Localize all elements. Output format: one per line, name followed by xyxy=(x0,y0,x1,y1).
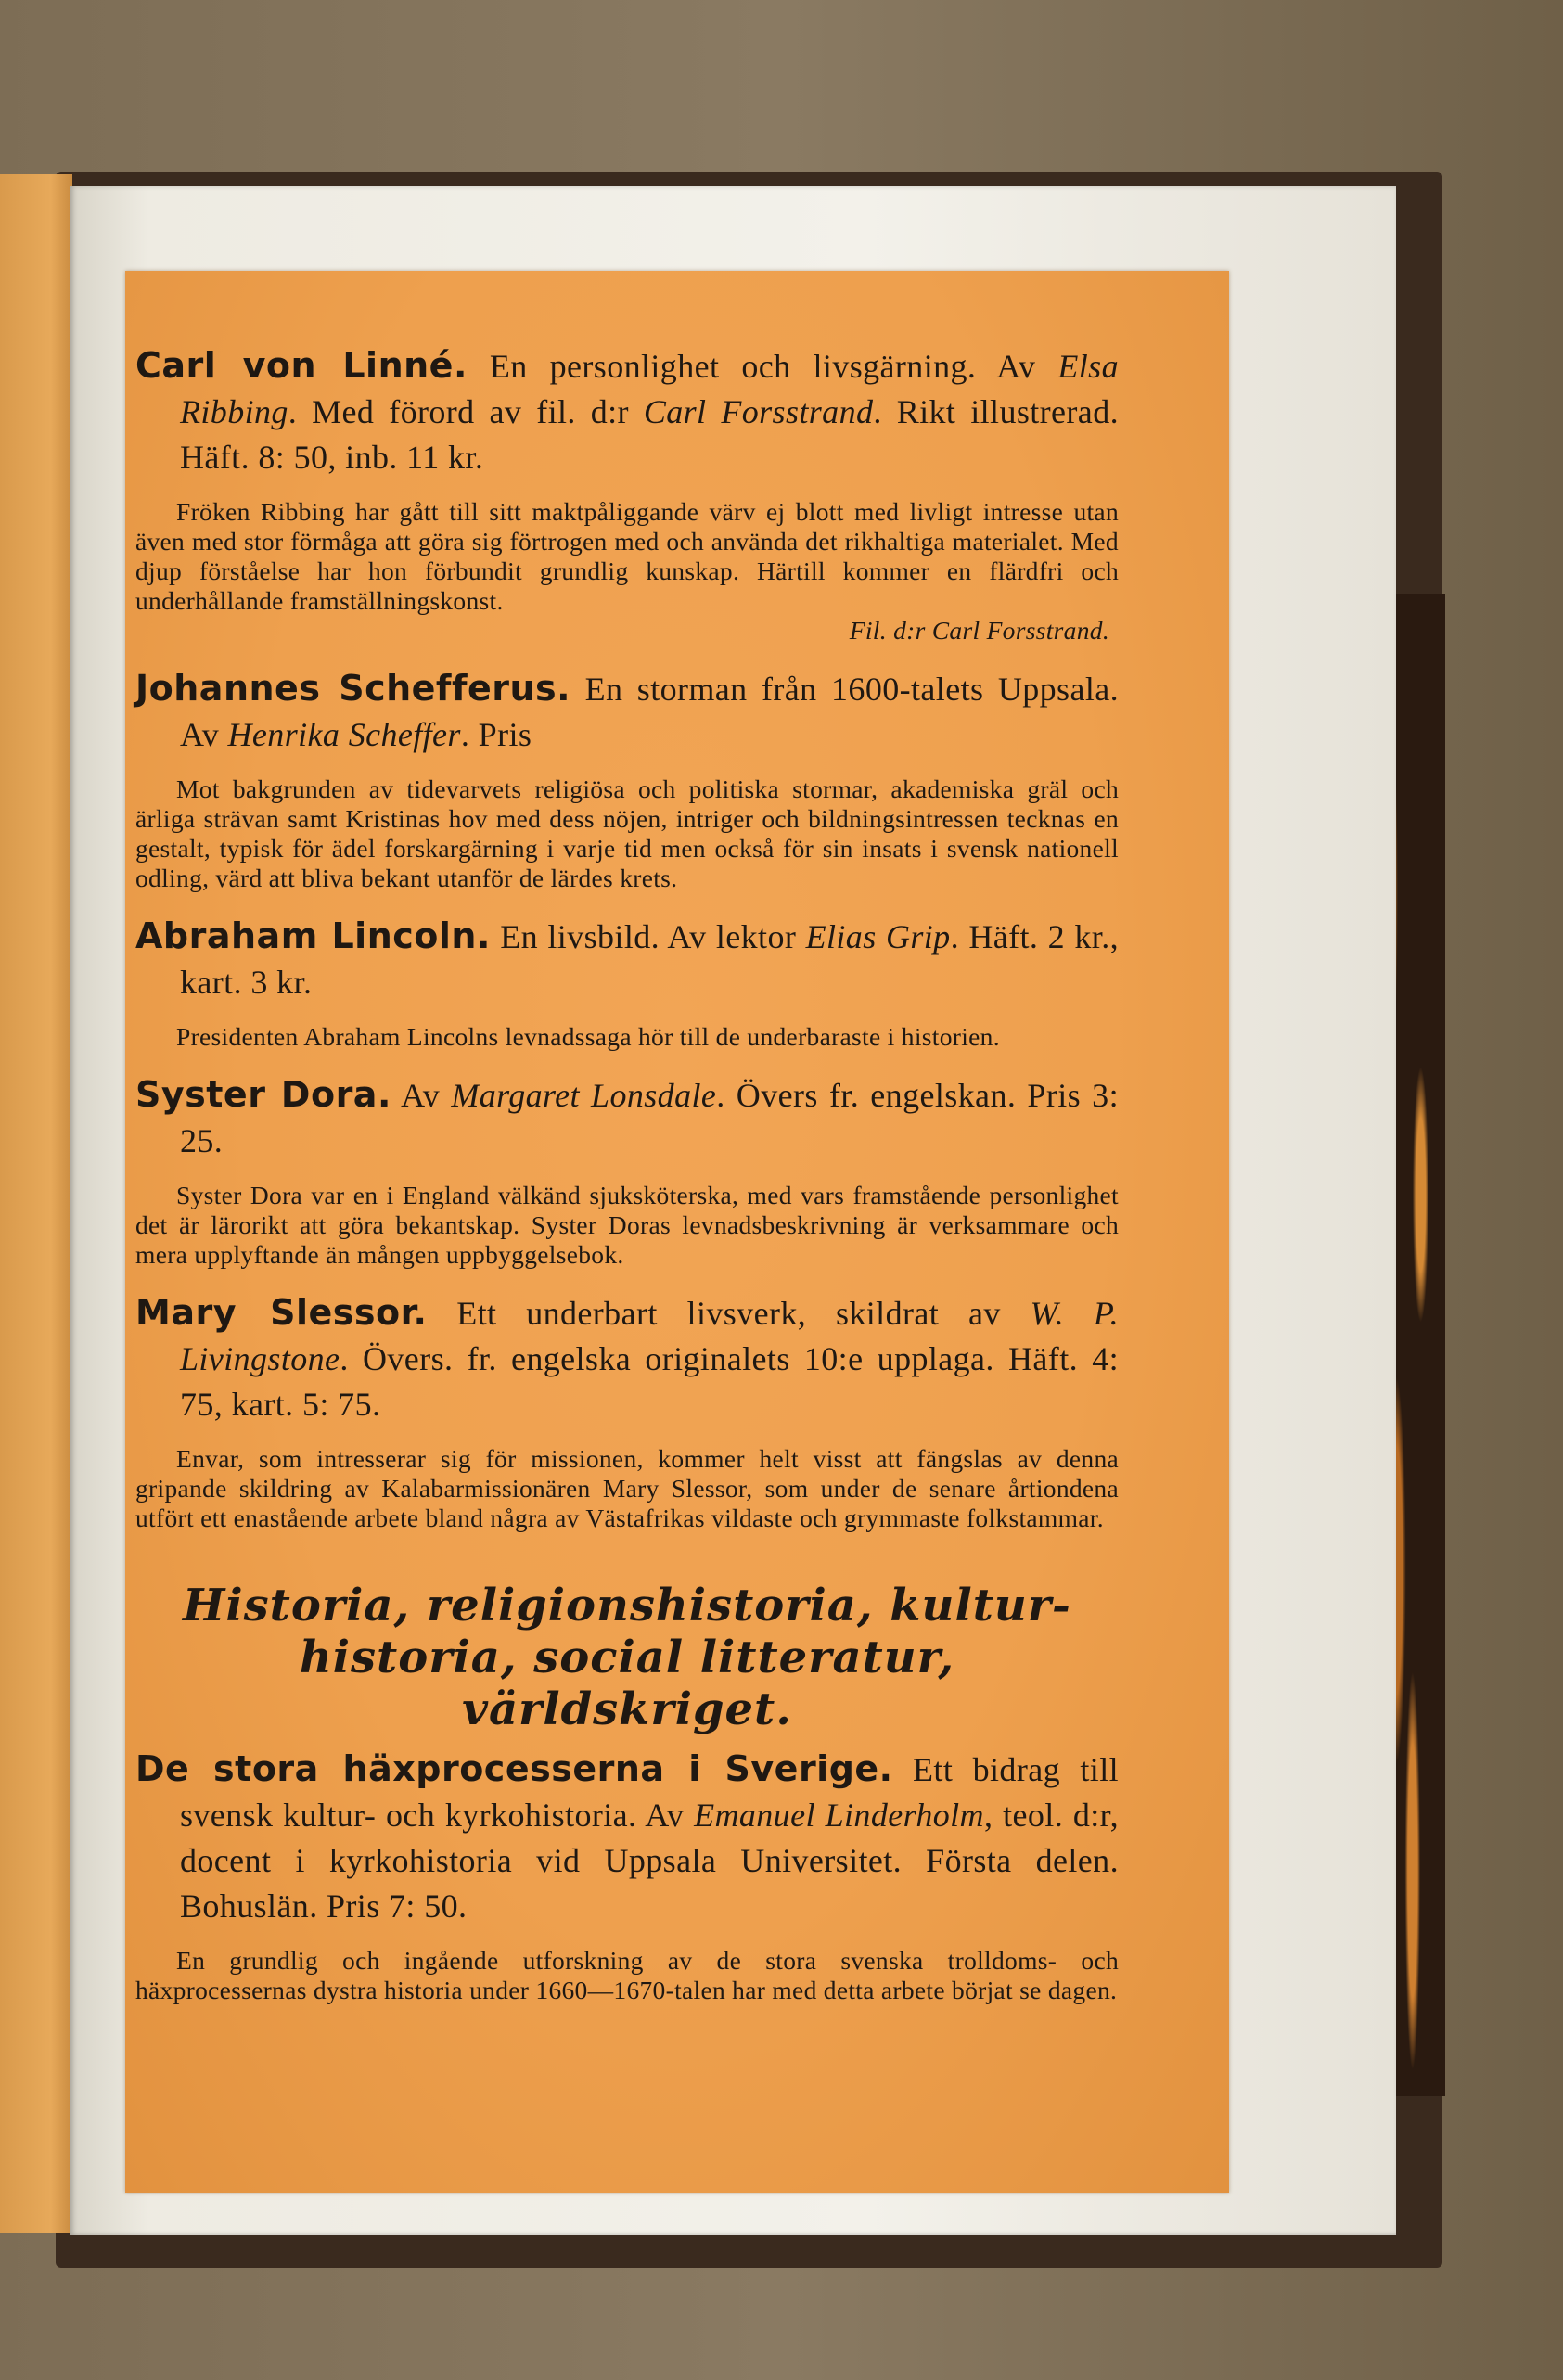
entry-heading xyxy=(135,343,1119,480)
entry-description: Presidenten Abraham Lincolns levnadssaga hör till de underbaraste i historien. xyxy=(176,1022,1000,1051)
book-entry xyxy=(135,1072,1119,1270)
entry-description xyxy=(135,497,1119,646)
section-heading-line: världskriget. xyxy=(462,1683,792,1735)
entry-text: . Övers fr. engelskan. Pris 3: 25. xyxy=(180,1077,1119,1159)
entry-text: Av xyxy=(391,1077,452,1114)
entry-description: Envar, som intresserar sig för missionen, kommer helt visst att fängslas av denna gripande skildring av Kalabarmissionären Mary Slessor, som under de senare årtiondena utfört ett enastående arbete bland några av Västafrikas vildaste och grymmaste folkstammar. xyxy=(135,1444,1119,1532)
entry-description-text: Fröken Ribbing har gått till sitt maktpåliggande värv ej blott med livligt intresse utan även med stor förmåga att göra sig förtrogen med och använda det rikhaltiga materialet. Med djup förståelse har hon förbundit grundlig kunskap. Härtill kommer en flärdfri och underhållande framställningskonst. xyxy=(135,497,1119,615)
entry-title: Carl von Linné. xyxy=(135,345,468,386)
book-entry xyxy=(135,1290,1119,1533)
left-page-edge xyxy=(0,174,72,2233)
entry-title: De stora häxprocesserna i Sverige. xyxy=(135,1748,893,1789)
entry-text: En personlighet och livsgärning. Av xyxy=(467,348,1058,385)
entry-text: Ett underbart livsverk, skildrat av xyxy=(427,1295,1031,1332)
entry-text: Ett bidrag till svensk kultur- och kyrkohistoria. Av xyxy=(180,1751,1119,1834)
entry-text: En livsbild. Av lektor xyxy=(490,918,806,955)
entry-heading xyxy=(135,666,1119,758)
entry-author: Henrika Scheffer xyxy=(227,716,461,753)
entry-text: , teol. d:r, docent i kyrkohistoria vid Uppsala Universitet. Första delen. Bohuslän. Pris 7: 50. xyxy=(180,1797,1119,1925)
entry-author: Elias Grip xyxy=(805,918,951,955)
entry-title: Mary Slessor. xyxy=(135,1292,428,1333)
entry-text: . Häft. 2 kr., kart. 3 kr. xyxy=(180,918,1119,1001)
entry-text: . Övers. fr. engelska originalets 10:e upplaga. Häft. 4: 75, kart. 5: 75. xyxy=(180,1340,1119,1423)
entry-author: Margaret Lonsdale xyxy=(451,1077,717,1114)
entry-text: . Rikt illustrerad. Häft. 8: 50, inb. 11 kr. xyxy=(180,393,1119,476)
entry-description: Mot bakgrunden av tidevarvets religiösa och politiska stormar, akademiska gräl och ärliga strävan samt Kristinas hov med dess nöjen, intriger och bildningsintressen tecknas en gestalt, typisk för ädel forskargärning i varje tid men också för sin insats i svensk nationell odling, värd att bliva bekant utanför de lärdes krets. xyxy=(135,774,1119,892)
entry-heading xyxy=(135,914,1119,1005)
entry-title: Syster Dora. xyxy=(135,1074,391,1115)
entry-heading xyxy=(135,1290,1119,1427)
entry-signature: Fil. d:r Carl Forsstrand. xyxy=(849,616,1109,645)
entry-author: Emanuel Linderholm xyxy=(694,1797,984,1834)
book-entry xyxy=(135,914,1119,1052)
entry-text: . Med förord av fil. d:r xyxy=(288,393,644,430)
entry-title: Abraham Lincoln. xyxy=(135,915,491,956)
entry-title: Johannes Schefferus. xyxy=(135,668,571,709)
section-heading-line: Historia, religionshistoria, kultur- xyxy=(183,1580,1071,1631)
entry-author: W. P. Livingstone xyxy=(180,1295,1119,1377)
entry-heading xyxy=(135,1747,1119,1929)
entry-description: En grundlig och ingående utforskning av de stora svenska trolldoms- och häxprocessernas dystra historia under 1660—1670-talen har med detta arbete börjat se dagen. xyxy=(135,1946,1119,2004)
entry-author: Elsa Ribbing xyxy=(180,348,1119,430)
entry-text: . Pris xyxy=(460,716,532,753)
book-entry xyxy=(135,1747,1119,2005)
entry-heading xyxy=(135,1072,1119,1164)
section-heading xyxy=(154,1580,1100,1735)
entry-description: Syster Dora var en i England välkänd sjuksköterska, med vars framstående personlighet det är lärorikt att göra bekantskap. Syster Doras levnadsbeskrivning är verksammare och mera upplyftande än mången uppbyggelsebok. xyxy=(135,1181,1119,1269)
book-entry xyxy=(135,343,1119,646)
page-content xyxy=(135,343,1119,2026)
entry-author: Carl Forsstrand xyxy=(643,393,874,430)
entry-text: En storman från 1600-talets Uppsala. Av xyxy=(180,671,1119,753)
section-heading-line: historia, social litteratur, xyxy=(299,1631,955,1683)
book-entry xyxy=(135,666,1119,893)
